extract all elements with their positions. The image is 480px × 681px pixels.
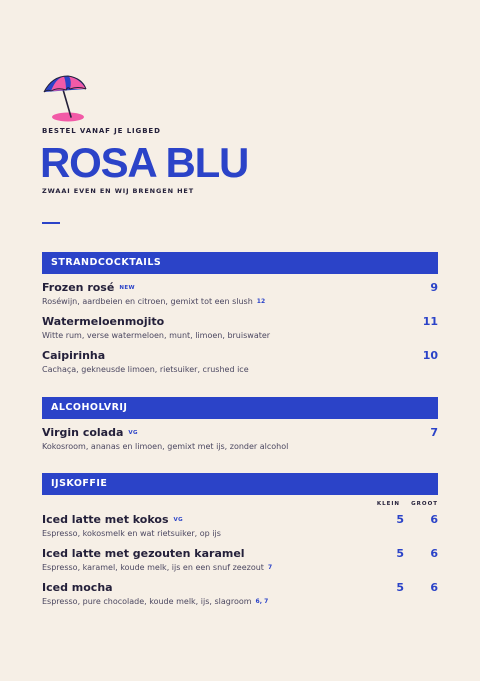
item-price-small: 5: [396, 547, 404, 560]
section-header-strandcocktails: STRANDCOCKTAILS: [42, 252, 438, 274]
item-name: Virgin colada VG: [42, 426, 138, 439]
item-description: Kokosroom, ananas en limoen, gemixt met ijs, zonder alcohol: [42, 442, 289, 451]
item-price: 7: [430, 426, 438, 439]
item-description: Witte rum, verse watermeloen, munt, limoen, bruiswater: [42, 331, 271, 340]
menu-item: [42, 315, 438, 347]
item-name: Caipirinha: [42, 349, 106, 362]
size-label-small: KLEIN: [376, 501, 400, 507]
item-name: Watermeloenmojito: [42, 315, 165, 328]
item-allergens: 6, 7: [255, 598, 269, 605]
item-name: Iced latte met gezouten karamel: [42, 547, 245, 560]
item-allergens: 12: [256, 298, 266, 305]
item-name: Iced mocha: [42, 581, 113, 594]
item-name: Iced latte met kokos VG: [42, 513, 184, 526]
item-price: 11: [422, 315, 438, 328]
section-header-alcoholvrij: ALCOHOLVRIJ: [42, 397, 438, 419]
item-tag: VG: [128, 430, 138, 436]
page-title: ROSA BLU: [40, 139, 249, 186]
item-price: 10: [422, 349, 438, 362]
item-tag: NEW: [119, 285, 135, 291]
item-description: Roséwijn, aardbeien en citroen, gemixt tot een slush 12: [42, 297, 266, 306]
item-price-large: 6: [430, 581, 438, 594]
beach-umbrella-icon: [42, 72, 88, 124]
item-tag: VG: [173, 517, 184, 523]
item-price-large: 6: [430, 547, 438, 560]
size-label-large: GROOT: [411, 501, 438, 507]
item-price-large: 6: [430, 513, 438, 526]
item-description: Espresso, pure chocolade, koude melk, ijs, slagroom 6, 7: [42, 597, 269, 606]
item-price: 9: [430, 281, 438, 294]
menu-item: [42, 426, 438, 458]
item-description: Espresso, kokosmelk en wat rietsuiker, op ijs: [42, 529, 221, 538]
item-name: Frozen rosé NEW: [42, 281, 135, 294]
divider: [42, 222, 60, 224]
item-description: Cachaça, gekneusde limoen, rietsuiker, crushed ice: [42, 365, 249, 374]
header-eyebrow: BESTEL VANAF JE LIGBED: [42, 127, 161, 135]
item-allergens: 7: [267, 564, 273, 571]
menu-item: [42, 281, 438, 313]
menu-item: [42, 349, 438, 381]
menu-item: [42, 581, 438, 613]
item-price-small: 5: [396, 513, 404, 526]
item-price-small: 5: [396, 581, 404, 594]
header-tagline: ZWAAI EVEN EN WIJ BRENGEN HET: [42, 187, 195, 195]
menu-item: [42, 547, 438, 579]
item-description: Espresso, karamel, koude melk, ijs en een snuf zeezout 7: [42, 563, 273, 572]
menu-item: [42, 513, 438, 545]
section-header-ijskoffie: IJSKOFFIE: [42, 473, 438, 495]
